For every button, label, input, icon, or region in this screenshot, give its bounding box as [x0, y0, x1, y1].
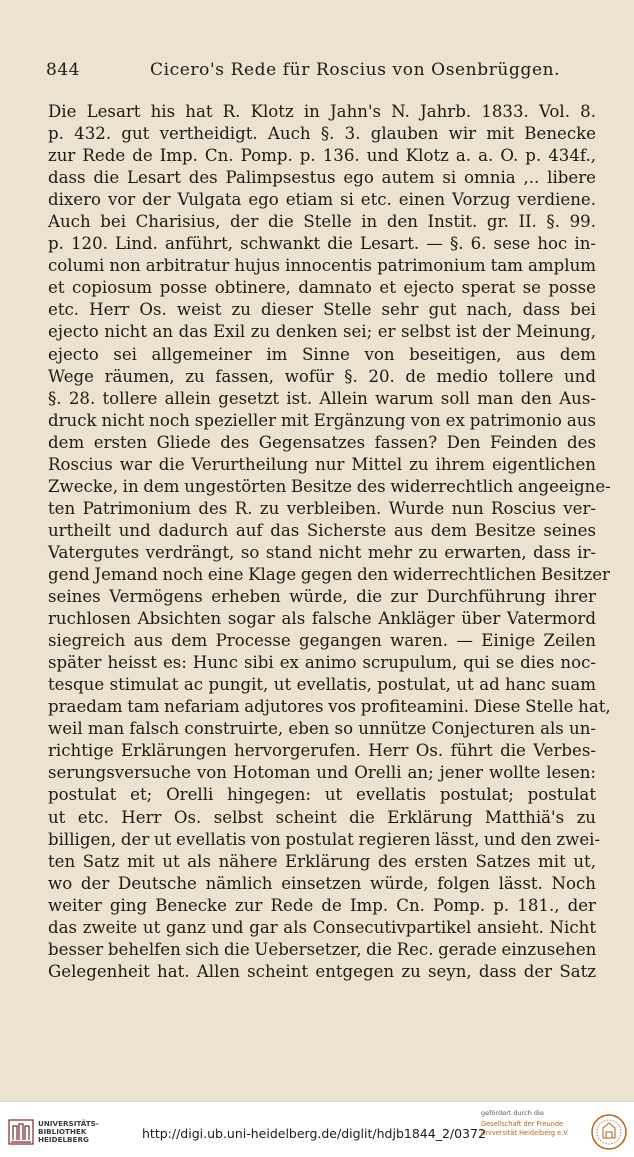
text-line: Roscius war die Verurtheilung nur Mittel zu ihrem eigentlichen [48, 454, 596, 474]
text-line: p. 120. Lind. anführt, schwankt die Lesart. — §. 6. sese hoc in- [48, 234, 596, 254]
funder-name: Gesellschaft der Freunde Universität Heidelberg e.V. [481, 1120, 570, 1137]
text-line: praedam tam nefariam adjutores vos profiteamini. Diese Stelle hat, [48, 697, 611, 717]
text-line: ejecto nicht an das Exil zu denken sei; er selbst ist der Meinung, [48, 322, 596, 342]
text-line: weiter ging Benecke zur Rede de Imp. Cn. Pomp. p. 181., der [48, 895, 596, 915]
text-line: urtheilt und dadurch auf das Sicherste aus dem Besitze seines [48, 520, 596, 540]
university-library-name: UNIVERSITÄTS- BIBLIOTHEK HEIDELBERG [38, 1119, 99, 1144]
text-line: Die Lesart his hat R. Klotz in Jahn's N. Jahrb. 1833. Vol. 8. [48, 102, 596, 121]
body-text [48, 101, 611, 983]
text-line: p. 432. gut vertheidigt. Auch §. 3. glauben wir mit Benecke [48, 124, 596, 144]
text-line: ruchlosen Absichten sogar als falsche Ankläger über Vatermord [48, 609, 596, 629]
text-line: weil man falsch construirte, eben so unnütze Conjecturen als un- [48, 719, 596, 739]
university-library-logo-icon [8, 1118, 34, 1146]
text-line: serungsversuche von Hotoman und Orelli an; jener wollte lesen: [48, 763, 596, 783]
text-line: ten Patrimonium des R. zu verbleiben. Wurde nun Roscius ver- [48, 498, 596, 518]
text-line: dixero vor der Vulgata ego etiam si etc. einen Vorzug verdiene. [48, 190, 596, 210]
text-line: billigen, der ut evellatis von postulat regieren lässt, und den zwei- [48, 829, 601, 849]
text-line: Zwecke, in dem ungestörten Besitze des widerrechtlich angeeigne- [48, 476, 611, 496]
text-line: später heisst es: Hunc sibi ex animo scrupulum, qui se dies noc- [48, 653, 596, 673]
text-line: ten Satz mit ut als nähere Erklärung des ersten Satzes mit ut, [48, 851, 596, 871]
text-line: seines Vermögens erheben würde, die zur Durchführung ihrer [48, 587, 596, 607]
running-title: Cicero's Rede für Roscius von Osenbrüggen. [150, 60, 561, 80]
page-header [46, 60, 596, 88]
page-number: 844 [46, 60, 80, 80]
text-line: Auch bei Charisius, der die Stelle in den Instit. gr. II. §. 99. [48, 212, 596, 232]
text-line: Gelegenheit hat. Allen scheint entgegen zu seyn, dass der Satz [48, 961, 596, 981]
text-line: dem ersten Gliede des Gegensatzes fassen? Den Feinden des [48, 432, 596, 452]
text-line: et copiosum posse obtinere, damnato et ejecto sperat se posse [48, 278, 596, 298]
text-line: zur Rede de Imp. Cn. Pomp. p. 136. und Klotz a. a. O. p. 434f., [48, 146, 596, 166]
text-line: gend Jemand noch eine Klage gegen den widerrechtlichen Besitzer [48, 564, 610, 584]
source-url-link[interactable]: http://digi.ub.uni-heidelberg.de/diglit/hdjb1844_2/0372 [142, 1126, 486, 1141]
text-line: §. 28. tollere allein gesetzt ist. Allein warum soll man den Aus- [48, 388, 596, 408]
text-line: ejecto sei allgemeiner im Sinne von beseitigen, aus dem [48, 344, 596, 364]
text-line: richtige Erklärungen hervorgerufen. Herr Os. führt die Verbes- [48, 741, 596, 761]
text-line: das zweite ut ganz und gar als Consecutivpartikel ansieht. Nicht [48, 917, 596, 937]
text-line: druck nicht noch spezieller mit Ergänzung von ex patrimonio aus [48, 410, 596, 430]
text-line: etc. Herr Os. weist zu dieser Stelle sehr gut nach, dass bei [48, 300, 596, 320]
text-line: siegreich aus dem Processe gegangen waren. — Einige Zeilen [48, 631, 596, 651]
university-seal-icon [590, 1112, 628, 1152]
text-line: dass die Lesart des Palimpsestus ego autem si omnia ,.. libere [48, 168, 596, 188]
text-line: wo der Deutsche nämlich einsetzen würde, folgen lässt. Noch [48, 873, 596, 893]
text-line: tesque stimulat ac pungit, ut evellatis, postulat, ut ad hanc suam [48, 675, 596, 695]
text-line: postulat et; Orelli hingegen: ut evellatis postulat; postulat [48, 785, 596, 805]
text-line: columi non arbitratur hujus innocentis patrimonium tam amplum [48, 256, 596, 276]
footer-bar [0, 1101, 634, 1157]
text-line: Vatergutes verdrängt, so stand nicht mehr zu erwarten, dass ir- [48, 542, 596, 562]
funded-by-label: gefördert durch die [481, 1109, 544, 1117]
text-line: Wege räumen, zu fassen, wofür §. 20. de medio tollere und [48, 366, 596, 386]
text-line: ut etc. Herr Os. selbst scheint die Erklärung Matthiä's zu [48, 807, 596, 827]
text-line: besser behelfen sich die Uebersetzer, die Rec. gerade einzusehen [48, 939, 597, 959]
